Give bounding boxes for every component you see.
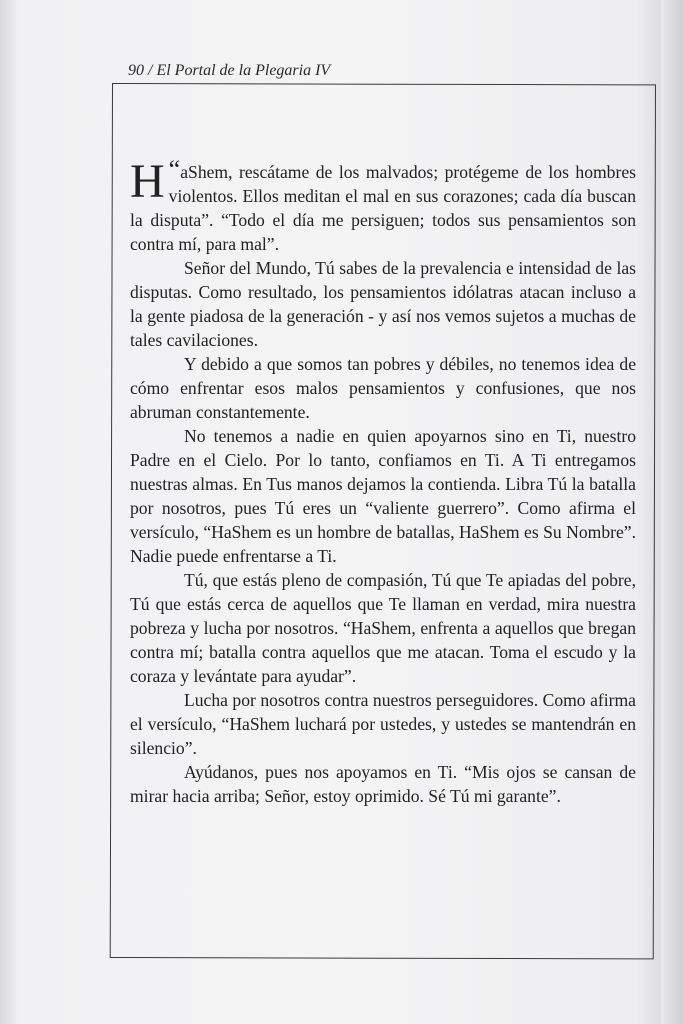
facing-page-edge: [661, 0, 683, 1024]
paragraph-2: Señor del Mundo, Tú sabes de la prevalencia e intensidad de las disputas. Como resultado, los pensamientos idólatras atacan incluso a la gente piadosa de la generación - y así nos vemos sujetos a muchas de tales cavilaciones.: [130, 258, 636, 350]
drop-cap: H: [130, 155, 165, 208]
page-stack-left-edge: [0, 0, 16, 1024]
paragraph-5: Tú, que estás pleno de compasión, Tú que Te apiadas del pobre, Tú que estás cerca de aquellos que Te llaman en verdad, mira nuestra pobreza y lucha por nosotros. “HaShem, enfrenta a aquellos que bregan contra mí; batalla contra aquellos que me atacan. Toma el escudo y la coraza y levántate para ayudar”.: [130, 570, 636, 686]
opening-quote: “: [168, 155, 181, 184]
paragraph-1: [130, 155, 636, 256]
paragraph-6: Lucha por nosotros contra nuestros perseguidores. Como afirma el versículo, “HaShem luchará por ustedes, y ustedes se mantendrán en silencio”.: [130, 690, 636, 758]
body-text: [130, 155, 636, 808]
paragraph-7: Ayúdanos, pues nos apoyamos en Ti. “Mis ojos se cansan de mirar hacia arriba; Señor, estoy oprimido. Sé Tú mi garante”.: [130, 762, 636, 806]
running-head: 90 / El Portal de la Plegaria IV: [128, 62, 331, 79]
paragraph-1-text: aShem, rescátame de los malvados; protégeme de los hombres violentos. Ellos meditan el mal en sus corazones; cada día buscan la disputa”. “Todo el día me persiguen; todos sus pensamientos son contra mí, para mal”.: [130, 162, 636, 254]
paragraph-4: No tenemos a nadie en quien apoyarnos sino en Ti, nuestro Padre en el Cielo. Por lo tanto, confiamos en Ti. A Ti entregamos nuestras almas. En Tus manos dejamos la contienda. Libra Tú la batalla por nosotros, pues Tú eres un “valiente guerrero”. Como afirma el versículo, “HaShem es un hombre de batallas, HaShem es Su Nombre”. Nadie puede enfrentarse a Ti.: [130, 426, 636, 566]
paragraph-3: Y debido a que somos tan pobres y débiles, no tenemos idea de cómo enfrentar esos malos pensamientos y confusiones, que nos abruman constantemente.: [130, 354, 636, 422]
